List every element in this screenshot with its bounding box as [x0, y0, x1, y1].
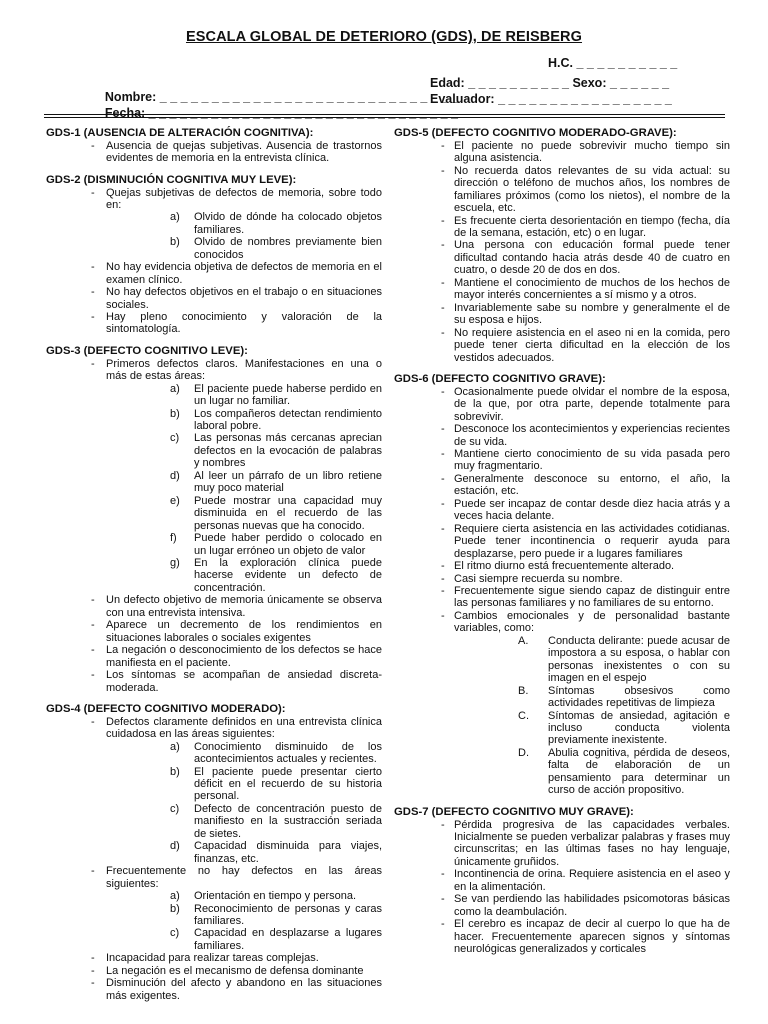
sub-item-text: Orientación en tiempo y persona.: [194, 890, 357, 903]
sub-item: [106, 903, 382, 928]
section-heading: GDS-7 (DEFECTO COGNITIVO MUY GRAVE):: [394, 805, 634, 818]
sub-item: [106, 408, 382, 433]
sub-item-marker: a): [170, 890, 180, 903]
section-heading: GDS-6 (DEFECTO COGNITIVO GRAVE):: [394, 372, 606, 385]
criteria-list: [394, 819, 730, 956]
criteria-item: [46, 977, 382, 1002]
criteria-text: - Mantiene cierto conocimiento de su vida pasada pero muy fragmentario.: [454, 448, 730, 473]
sub-list: [106, 211, 382, 261]
edad-sexo-field: Edad: _ _ _ _ _ _ _ _ _ _ Sexo: _ _ _ _ _ _: [430, 76, 670, 90]
sub-item: [106, 890, 382, 902]
sub-item: [106, 236, 382, 261]
criteria-item: [394, 918, 730, 955]
sub-item: [106, 766, 382, 803]
criteria-text: - Mantiene el conocimiento de muchos de los hechos de mayor interés concernientes a sí mismo y a otros.: [454, 276, 730, 302]
sub-item-text: Defecto de concentración puesto de manifiesto en la sustracción seriada de sietes.: [194, 802, 382, 840]
sub-item: [106, 557, 382, 594]
sub-item-text: Puede mostrar una capacidad muy disminuida en el recuerdo de las personas nuevas que ha conocido.: [194, 494, 382, 532]
criteria-item: [46, 965, 382, 977]
criteria-list: [394, 140, 730, 364]
criteria-text: - Defectos claramente definidos en una entrevista clínica cuidadosa en las áreas siguientes:: [106, 715, 382, 741]
criteria-text: - Frecuentemente sigue siendo capaz de distinguir entre las personas familiares y no familiares de su entorno.: [454, 585, 730, 610]
criteria-item: [394, 277, 730, 302]
criteria-item: [394, 585, 730, 610]
criteria-text: - El ritmo diurno está frecuentemente alterado.: [454, 560, 675, 573]
criteria-text: - Generalmente desconoce su entorno, el año, la estación, etc.: [454, 472, 730, 498]
sub-item-marker: a): [170, 382, 180, 395]
criteria-item: [394, 893, 730, 918]
sub-item-text: Los compañeros detectan rendimiento laboral pobre.: [194, 407, 382, 432]
criteria-list: [394, 386, 730, 797]
section-heading: GDS-1 (AUSENCIA DE ALTERACIÓN COGNITIVA):: [46, 127, 314, 139]
criteria-item: [394, 448, 730, 473]
sub-item-text: Puede haber perdido o colocado en un lugar erróneo un objeto de valor: [194, 532, 382, 557]
header-rule-top: [44, 114, 725, 115]
fecha-field: Fecha: _ _ _ _ _ _ _ _ _ _ _ _ _ _ _ _ _ _ _ _ _ _ _ _ _ _ _ _ _ _: [104, 106, 458, 120]
criteria-text: - No recuerda datos relevantes de su vida actual: su dirección o teléfono de muchos años, los nombres de familiares próximos (como los nietos), el nombre de la escuela, etc.: [454, 164, 730, 215]
gds-section: [46, 345, 382, 694]
criteria-text: - Casi siempre recuerda su nombre.: [454, 572, 623, 585]
sub-item: [106, 470, 382, 495]
criteria-list: [46, 140, 382, 165]
right-column: [394, 127, 730, 964]
criteria-text: - Aparece un decremento de los rendimientos en situaciones laborales o sociales exigentes: [106, 619, 382, 644]
sub-item-marker: A.: [518, 634, 529, 647]
criteria-item: [394, 423, 730, 448]
evaluador-field: Evaluador: _ _ _ _ _ _ _ _ _ _ _ _ _ _ _ _ _: [430, 92, 672, 106]
criteria-item: [46, 358, 382, 595]
sub-item: [454, 747, 730, 797]
criteria-text: - Puede ser incapaz de contar desde diez hacia atrás y a veces hacia delante.: [454, 497, 730, 523]
criteria-item: [46, 716, 382, 865]
sub-item-marker: D.: [518, 746, 529, 759]
criteria-item: [394, 498, 730, 523]
criteria-item: [46, 952, 382, 964]
sub-item-text: El paciente puede haberse perdido en un lugar no familiar.: [194, 382, 382, 408]
criteria-text: - Desconoce los acontecimientos y experiencias recientes de su vida.: [454, 423, 730, 448]
document-title: ESCALA GLOBAL DE DETERIORO (GDS), DE REISBERG: [185, 29, 583, 45]
sub-list: [454, 635, 730, 797]
criteria-item: [394, 610, 730, 797]
sub-item-marker: b): [170, 902, 180, 915]
sub-item-marker: g): [170, 556, 180, 569]
sub-list: [106, 741, 382, 866]
criteria-item: [46, 619, 382, 644]
criteria-item: [394, 165, 730, 215]
sub-item-marker: b): [170, 236, 180, 249]
sub-item-text: Síntomas obsesivos como actividades repetitivas de limpieza: [548, 684, 730, 710]
criteria-item: [46, 594, 382, 619]
gds-section: [46, 174, 382, 336]
criteria-item: [394, 302, 730, 327]
sub-item: [106, 495, 382, 532]
criteria-item: [46, 261, 382, 286]
sub-item: [454, 710, 730, 747]
sub-item-text: Olvido de dónde ha colocado objetos familiares.: [194, 211, 382, 236]
criteria-text: - Disminución del afecto y abandono en las situaciones más exigentes.: [106, 977, 382, 1002]
sub-item-text: Olvido de nombres previamente bien conocidos: [194, 236, 382, 261]
criteria-text: - Incontinencia de orina. Requiere asistencia en el aseo y en la alimentación.: [454, 868, 730, 893]
criteria-text: - Una persona con educación formal puede tener dificultad contando hacia atrás desde 40 de cuatro en cuatro, o desde 20 de dos en dos.: [454, 239, 730, 277]
nombre-field: Nombre: _ _ _ _ _ _ _ _ _ _ _ _ _ _ _ _ _ _ _ _ _ _ _ _ _ _ _ _ _: [104, 90, 459, 104]
sub-item-marker: b): [170, 407, 180, 420]
criteria-text: - Se van perdiendo las habilidades psicomotoras básicas como la deambulación.: [454, 893, 730, 918]
sub-list: [106, 383, 382, 595]
sub-item: [454, 635, 730, 685]
criteria-item: [46, 311, 382, 336]
sub-item-marker: d): [170, 840, 180, 853]
sub-item: [106, 741, 382, 766]
criteria-text: - El cerebro es incapaz de decir al cuerpo lo que ha de hacer. Frecuentemente aparecen signos y síntomas neurológicas generalizados y corticales: [454, 918, 730, 956]
section-heading: GDS-2 (DISMINUCIÓN COGNITIVA MUY LEVE):: [46, 173, 297, 186]
sub-item-text: Las personas más cercanas aprecian defectos en la evocación de palabras y nombres: [194, 432, 382, 470]
criteria-item: [46, 140, 382, 165]
sub-item-text: En la exploración clínica puede hacerse evidente un defecto de concentración.: [194, 556, 382, 594]
criteria-item: [46, 865, 382, 952]
criteria-item: [46, 286, 382, 311]
criteria-text: - Cambios emocionales y de personalidad bastante variables, como:: [454, 609, 730, 635]
gds-section: [46, 703, 382, 1002]
sub-item-text: Conducta delirante: puede acusar de impostora a su esposa, o hablar con personas inexistentes o con su imagen en el espejo: [548, 634, 730, 685]
sub-item-marker: c): [170, 927, 180, 940]
sub-item: [106, 432, 382, 469]
sub-item-marker: B.: [518, 684, 529, 697]
section-heading: GDS-5 (DEFECTO COGNITIVO MODERADO-GRAVE):: [394, 127, 677, 139]
criteria-text: - No requiere asistencia en el aseo ni en la comida, pero puede tener cierta dificultad en la elección de los vestidos adecuados.: [454, 326, 730, 364]
criteria-item: [394, 868, 730, 893]
section-heading: GDS-3 (DEFECTO COGNITIVO LEVE):: [46, 344, 248, 357]
criteria-text: - Frecuentemente no hay defectos en las áreas siguientes:: [106, 865, 382, 890]
sub-item-marker: b): [170, 765, 180, 778]
sub-item-text: Al leer un párrafo de un libro retiene muy poco material: [194, 469, 382, 495]
sub-item: [106, 803, 382, 840]
criteria-text: - La negación es el mecanismo de defensa dominante: [106, 964, 364, 977]
sub-item-text: El paciente puede presentar cierto déficit en el recuerdo de su historia personal.: [194, 765, 382, 803]
sub-item-text: Reconocimiento de personas y caras familiares.: [194, 902, 382, 928]
sub-item-marker: c): [170, 802, 180, 815]
criteria-text: - Requiere cierta asistencia en las actividades cotidianas. Puede tener incontinencia o requerir ayuda para desplazarse, pero puede ir a lugares familiares: [454, 522, 730, 560]
left-column: [46, 127, 382, 1011]
criteria-item: [46, 669, 382, 694]
header-rule-bottom: [44, 117, 725, 118]
sub-item-text: Conocimiento disminuido de los acontecimientos actuales y recientes.: [194, 740, 382, 766]
criteria-text: - Incapacidad para realizar tareas complejas.: [106, 952, 319, 965]
criteria-text: - Quejas subjetivas de defectos de memoria, sobre todo en:: [106, 186, 382, 211]
sub-item: [106, 840, 382, 865]
criteria-list: [46, 716, 382, 1002]
criteria-item: [46, 644, 382, 669]
criteria-item: [394, 523, 730, 560]
criteria-text: - No hay defectos objetivos en el trabajo o en situaciones sociales.: [106, 286, 382, 311]
sub-item-text: Capacidad disminuida para viajes, finanzas, etc.: [194, 840, 382, 865]
criteria-item: [394, 215, 730, 240]
sub-item-text: Síntomas de ansiedad, agitación e incluso conducta violenta previamente inexistente.: [548, 709, 730, 747]
criteria-item: [46, 187, 382, 262]
hc-field: H.C. _ _ _ _ _ _ _ _ _ _: [548, 56, 678, 70]
criteria-text: - El paciente no puede sobrevivir mucho tiempo sin alguna asistencia.: [454, 139, 730, 165]
sub-item: [106, 383, 382, 408]
criteria-text: - Un defecto objetivo de memoria únicamente se observa con una entrevista intensiva.: [106, 594, 382, 619]
gds-section: [394, 127, 730, 364]
section-heading: GDS-4 (DEFECTO COGNITIVO MODERADO):: [46, 702, 286, 715]
sub-item-marker: a): [170, 740, 180, 753]
sub-item-marker: C.: [518, 709, 529, 722]
criteria-text: - Es frecuente cierta desorientación en tiempo (fecha, día de la semana, estación, etc) o en lugar.: [454, 214, 730, 239]
criteria-item: [394, 560, 730, 572]
sub-list: [106, 890, 382, 952]
sub-item-marker: f): [170, 532, 177, 545]
sub-item-marker: a): [170, 211, 180, 224]
criteria-item: [394, 573, 730, 585]
criteria-text: - La negación o desconocimiento de los defectos se hace manifiesta en el paciente.: [106, 644, 382, 669]
criteria-item: [394, 473, 730, 498]
criteria-item: [394, 386, 730, 423]
criteria-item: [394, 140, 730, 165]
criteria-item: [394, 819, 730, 869]
criteria-item: [394, 327, 730, 364]
criteria-list: [46, 187, 382, 336]
sub-item: [106, 532, 382, 557]
sub-item-text: Abulia cognitiva, pérdida de deseos, falta de elaboración de un pensamiento para determinar un curso de acción propositivo.: [548, 746, 730, 797]
criteria-text: - No hay evidencia objetiva de defectos de memoria en el examen clínico.: [106, 261, 382, 286]
sub-item-marker: d): [170, 469, 180, 482]
sub-item: [454, 685, 730, 710]
criteria-text: - Ocasionalmente puede olvidar el nombre de la esposa, de la que, por otra parte, depende totalmente para sobrevivir.: [454, 385, 730, 423]
gds-section: [394, 373, 730, 797]
gds-section: [46, 127, 382, 165]
criteria-text: - Pérdida progresiva de las capacidades verbales. Inicialmente se pueden verbalizar palabras y frases muy circunscritas; en las últimas fases no hay lenguaje, únicamente gruñidos.: [454, 818, 730, 868]
sub-item-marker: e): [170, 494, 180, 507]
criteria-text: - Ausencia de quejas subjetivas. Ausencia de trastornos evidentes de memoria en la entrevista clínica.: [106, 139, 382, 165]
criteria-item: [394, 239, 730, 276]
criteria-text: - Hay pleno conocimiento y valoración de la sintomatología.: [106, 311, 382, 336]
sub-item-marker: c): [170, 432, 180, 445]
criteria-text: - Invariablemente sabe su nombre y generalmente el de su esposa e hijos.: [454, 301, 730, 327]
criteria-text: - Los síntomas se acompañan de ansiedad discreta-moderada.: [106, 669, 382, 694]
sub-item-text: Capacidad en desplazarse a lugares familiares.: [194, 927, 382, 952]
sub-item: [106, 927, 382, 952]
criteria-text: - Primeros defectos claros. Manifestaciones en una o más de estas áreas:: [106, 357, 382, 383]
gds-section: [394, 806, 730, 956]
criteria-list: [46, 358, 382, 694]
sub-item: [106, 211, 382, 236]
